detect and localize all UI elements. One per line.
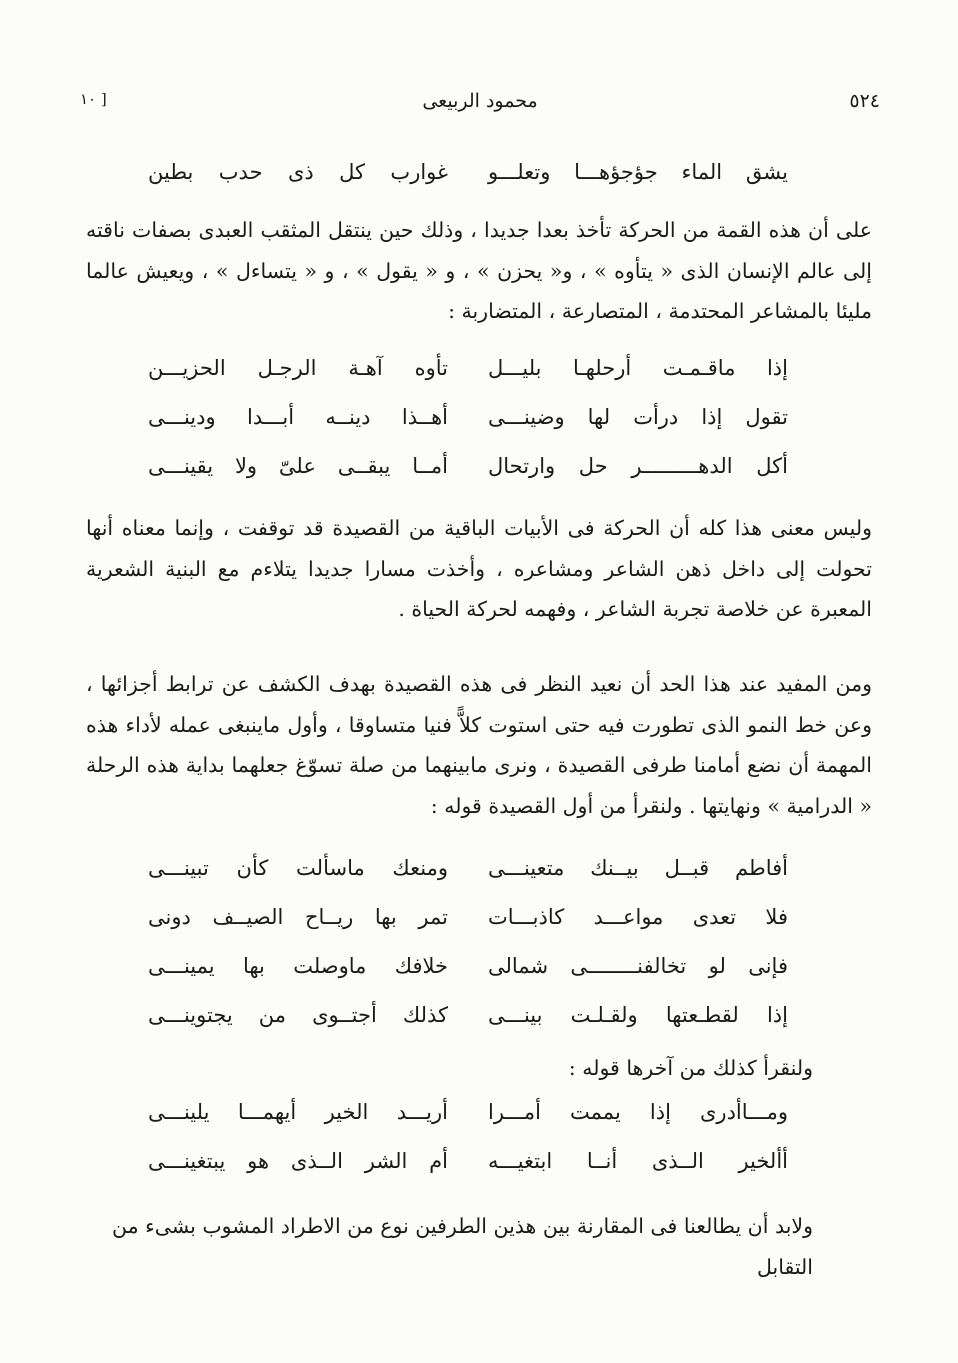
paragraph-text: ومن المفيد عند هذا الحد أن نعيد النظر فى هذه القصيدة بهدف الكشف عن ترابط أجزائها ، وعن خط النمو الذى تطورت فيه حتى استوت كلاًّ فنيا متساوقا ، وأول ماينبغى عمله لأداء هذه المهمة أن نضع أمامنا طرفى القصيدة ، ونرى مابينهما من صلة تسوّغ جعلهما بداية هذه الرحلة « الدرامية » ونهايتها . ولنقرأ من أول القصيدة قوله : [86, 672, 872, 818]
paragraph-2 [86, 508, 872, 630]
verse-line [148, 405, 788, 454]
verse-second-hemistich: غوارب كل ذى حدب بطين [148, 160, 448, 184]
verse-second-hemistich: تأوه آهـة الرجـل الحزيـــن [148, 356, 448, 380]
paragraph-3 [86, 664, 872, 826]
verse-second-hemistich: ومنعك ماسألت كأن تبينـــى [148, 856, 448, 880]
verses-group-2 [148, 856, 788, 1052]
page-number: ٥٢٤ [849, 90, 880, 112]
verse-line [148, 356, 788, 405]
verse-line [148, 1003, 788, 1052]
verse-line [148, 954, 788, 1003]
paragraph-text: وليس معنى هذا كله أن الحركة فى الأبيات الباقية من القصيدة قد توقفت ، وإنما معناه أنها تحولت إلى داخل ذهن الشاعر ومشاعره ، وأخذت مسارا جديدا يتلاءم مع البنية الشعرية المعبرة عن خلاصة تجربة الشاعر ، وفهمه لحركة الحياة . [86, 516, 872, 621]
verse-first-hemistich: إذا ماقـمـت أرحلهـا بليـــل [488, 356, 788, 380]
verse-second-hemistich: أهــذا دينــه أبـــدا ودينـــى [148, 405, 448, 429]
page-header [80, 90, 880, 120]
verse-first-hemistich: أكل الدهـــــــــر حل وارتحال [488, 454, 788, 478]
verse-line [148, 905, 788, 954]
verse-top [148, 160, 788, 209]
verse-first-hemistich: أألخير الــذى أنــا ابتغيـــه [488, 1149, 788, 1173]
verse-second-hemistich: خلافك ماوصلت بها يمينـــى [148, 954, 448, 978]
verse-line [148, 160, 788, 209]
verse-second-hemistich: كذلك أجتــوى من يجتوينـــى [148, 1003, 448, 1027]
verse-first-hemistich: يشق الماء جؤجؤهـــا وتعلـــو [488, 160, 788, 184]
verse-second-hemistich: تمر بها ريــاح الصيــف دونى [148, 905, 448, 929]
paragraph-1 [86, 210, 872, 332]
running-title: محمود الربيعى [422, 90, 538, 112]
verse-first-hemistich: إذا لقطـعتها ولقـلـت بينـــى [488, 1003, 788, 1027]
paragraph-text: على أن هذه القمة من الحركة تأخذ بعدا جديدا ، وذلك حين ينتقل المثقب العبدى بصفات ناقته إلى عالم الإنسان الذى « يتأوه » ، و« يحزن » ، و « يقول » ، و « يتساءل » ، ويعيش عالما مليئا بالمشاعر المحتدمة ، المتصارعة ، المتضاربة : [86, 218, 872, 323]
verse-first-hemistich: فإنى لو تخالفنــــــــى شمالى [488, 954, 788, 978]
verse-line [148, 454, 788, 503]
verse-first-hemistich: أفاطم قبــل بيــنك متعينـــى [488, 856, 788, 880]
header-note: [ ١٠ [80, 90, 107, 108]
verse-second-hemistich: أريـــد الخير أيهمـــا يلينـــى [148, 1100, 448, 1124]
verse-line [148, 856, 788, 905]
verse-second-hemistich: أم الشر الــذى هو يبتغينـــى [148, 1149, 448, 1173]
paragraph-4 [83, 1206, 813, 1287]
verse-line [148, 1100, 788, 1149]
intro-line: ولنقرأ كذلك من آخرها قوله : [568, 1056, 813, 1080]
verse-second-hemistich: أمــا يبقــى علىّ ولا يقينـــى [148, 454, 448, 478]
verse-first-hemistich: ومـــاأدرى إذا يممت أمـــرا [488, 1100, 788, 1124]
verses-group-1 [148, 356, 788, 503]
paragraph-text: ولابد أن يطالعنا فى المقارنة بين هذين الطرفين نوع من الاطراد المشوب بشىء من التقابل [111, 1214, 813, 1279]
verse-first-hemistich: تقول إذا درأت لها وضينـــى [488, 405, 788, 429]
verse-first-hemistich: فلا تعدى مواعـــد كاذبـــات [488, 905, 788, 929]
verse-line [148, 1149, 788, 1198]
verses-group-3 [148, 1100, 788, 1198]
